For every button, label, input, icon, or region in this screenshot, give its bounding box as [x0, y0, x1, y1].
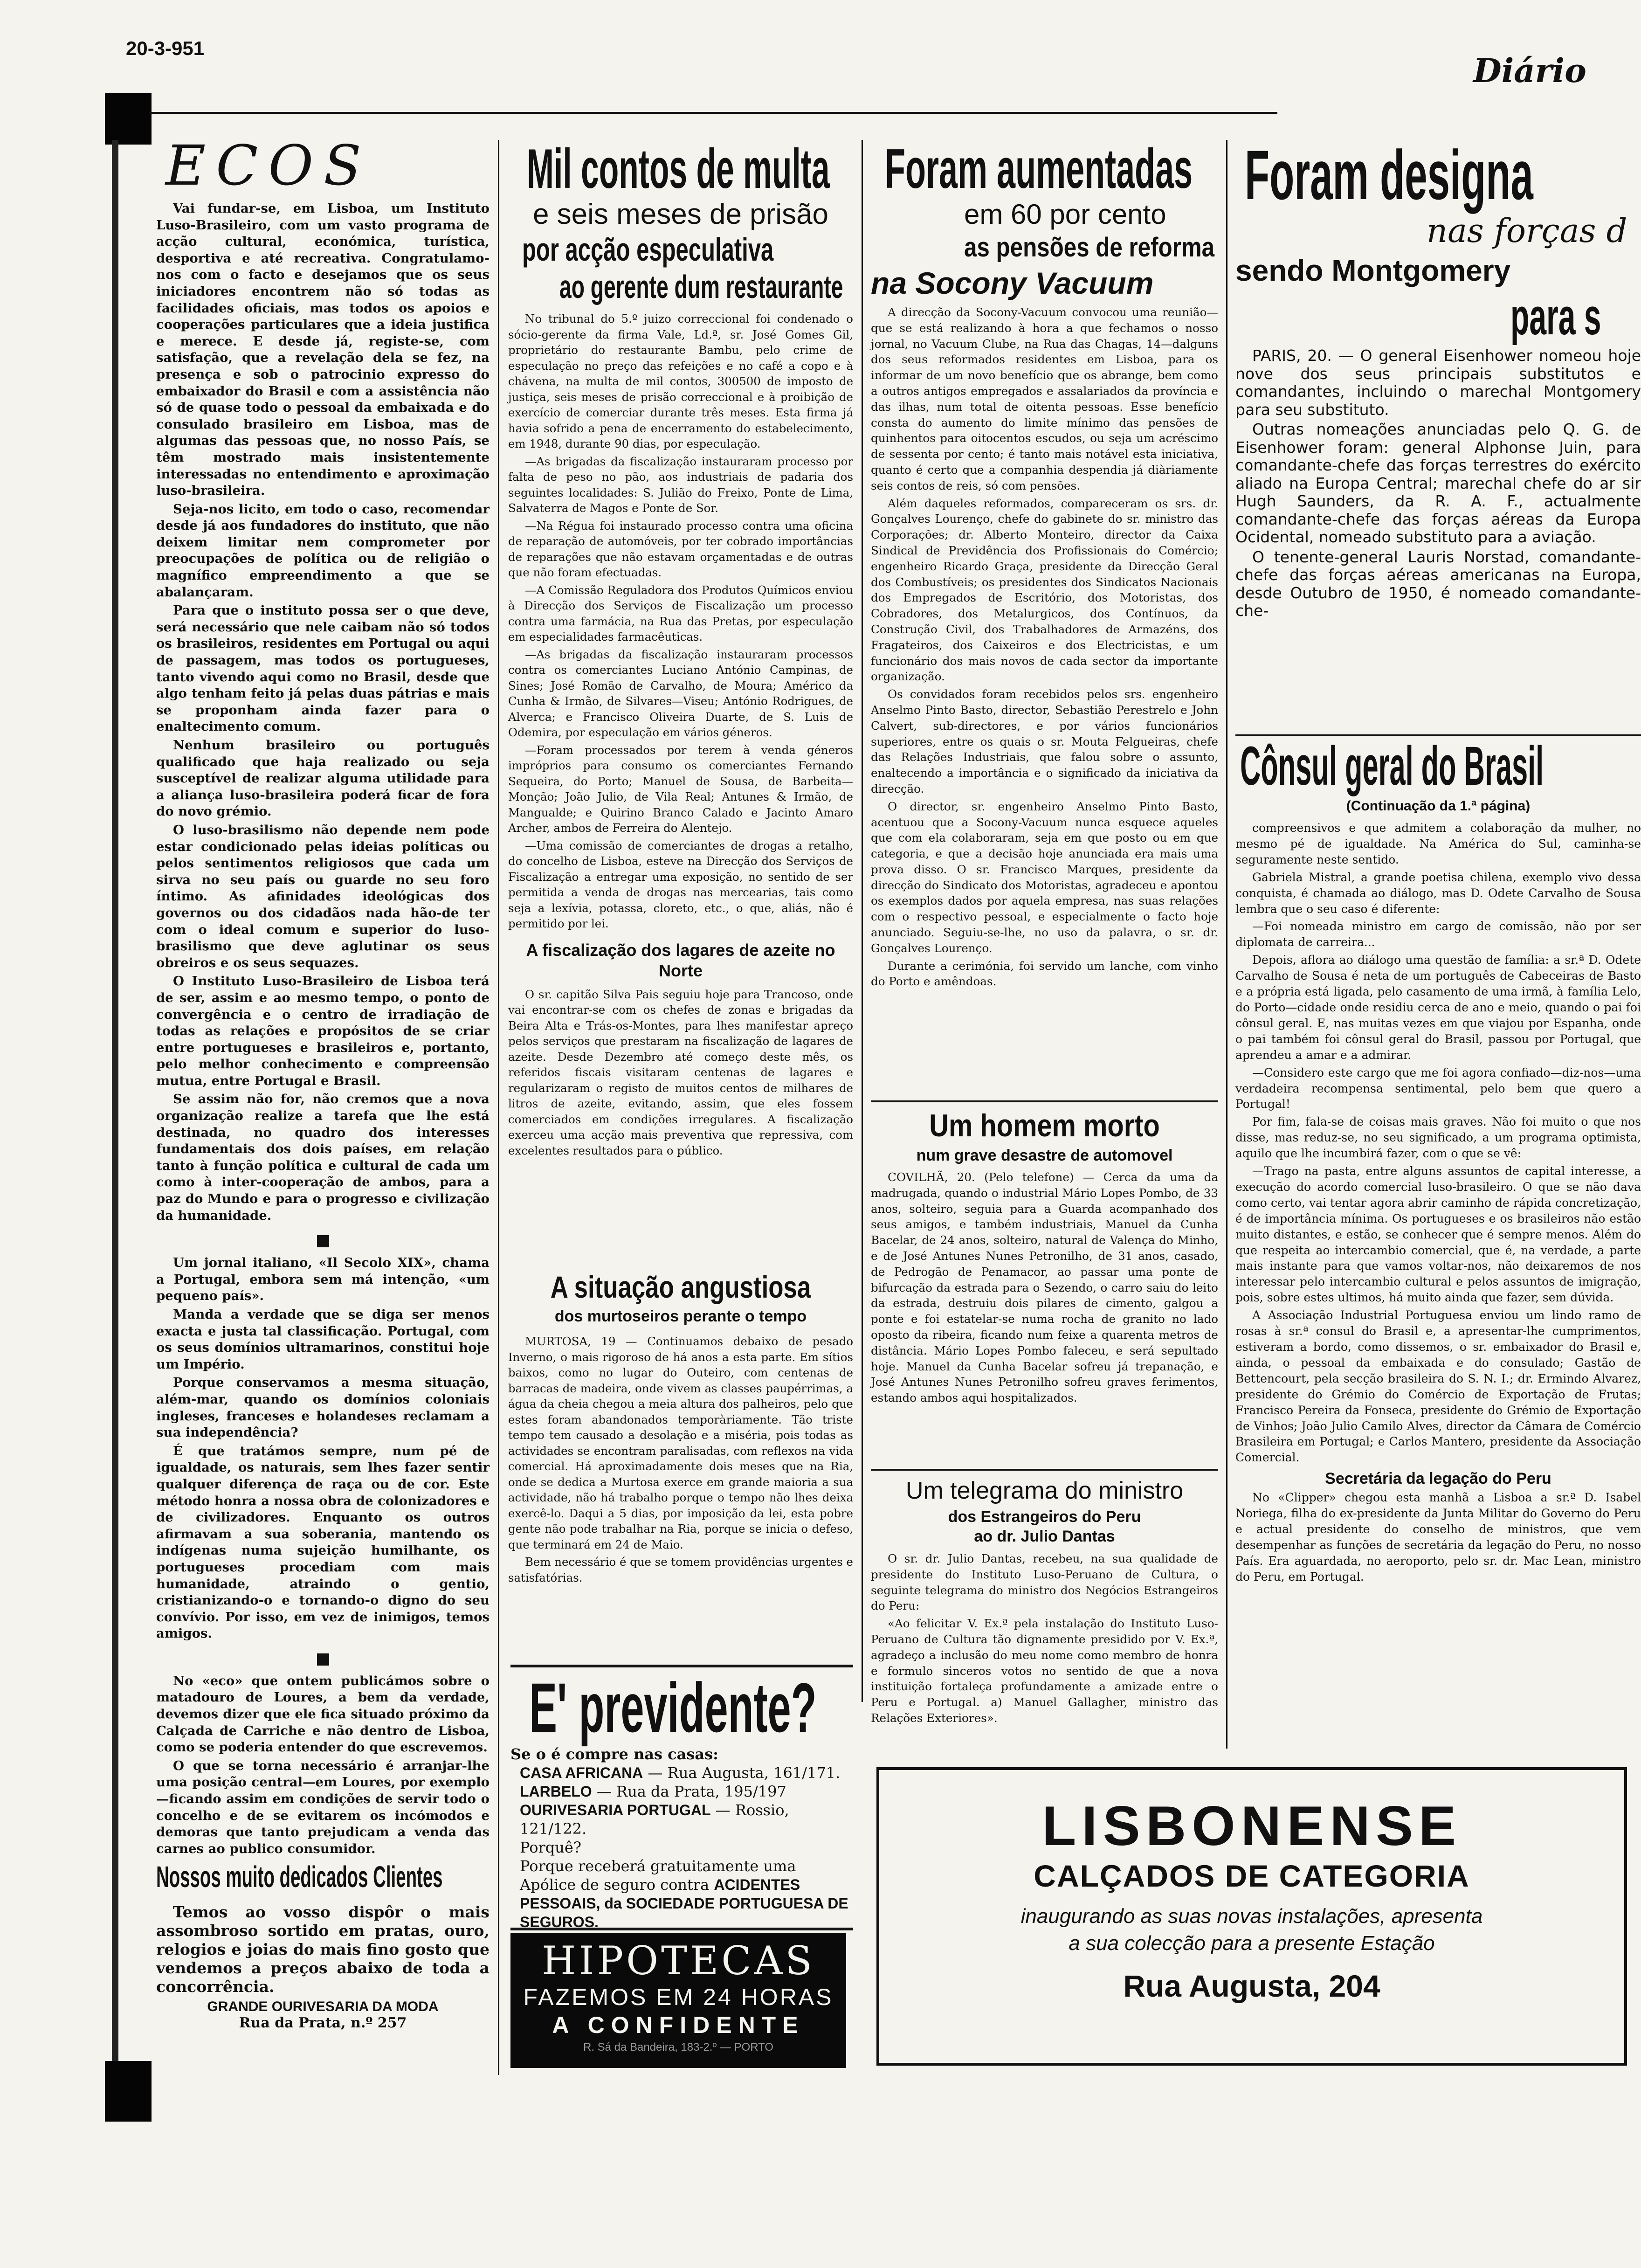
section-separator [317, 1653, 329, 1666]
previdente-shop [520, 1782, 853, 1801]
multa-article [508, 140, 853, 1259]
lisbonense-title: LISBONENSE [1041, 1795, 1462, 1857]
ecos-paragraph: Vai fundar-se, em Lisboa, um Instituto Luso-Brasileiro, com um vasto programa de acção cultural, económica, turística, desportiva e até recreativa. Congratulamo-nos com o facto e desejamos que os seus iniciadores encontrem não só todas as facilidades oficiais, mas todos os apoios e cooperações particulares que a ideia justifica e merece. E desde já, registe-se, com satisfação, que a revelação dela se fez, na presença e sob o patrocinio expresso do embaixador do Brasil e com a assistência não só de quase todo o pessoal da embaixada e do consulado brasileiro em Lisboa, mas de algumas das pessoas que, no nosso País, se têm mostrado mais insistentemente interessadas no entendimento e aproximação luso-brasileira. [156, 201, 490, 498]
ecos-paragraph: Manda a verdade que se diga ser menos exacta e justa tal classificação. Portugal, com os seus domínios ultramarinos, constitui hoje um Império. [156, 1307, 490, 1372]
nossos-signature: GRANDE OURIVESARIA DA MODA [207, 1999, 439, 2014]
previdente-shop-address: — Rua Augusta, 161/171. [643, 1764, 841, 1782]
multa-paragraph: —As brigadas da fiscalização instauraram processos contra os comerciantes Luciano António Campinas, de Sines; José Romão de Carvalho, de Moura; Américo da Cunha & Irmão, de Silvares—Viseu; António Rodrigues, de Alverca; e Francisco Oliveira Duarte, de S. Luis de Odemira, por especulação em vários géneros. [508, 647, 853, 739]
telegrama-quote: «Ao felicitar V. Ex.ª pela instalação do Instituto Luso-Peruano de Cultura tão dignamente presidido por V. Ex.ª, agradeço a inclusão do meu nome como membro de honra e formulo sinceros votos no sentido de que a nova instituição fortaleça profundamente a amizade entre o Peru e Portugal. a) Manuel Gallagher, ministro das Relações Exteriores». [871, 1617, 1218, 1725]
previdente-question: Porquê? [520, 1839, 581, 1856]
previdente-intro: Se o é compre nas casas: [510, 1745, 718, 1763]
nossos-address: Rua da Prata, n.º 257 [239, 2015, 407, 2031]
pensoes-title-line2: em 60 por cento [964, 199, 1166, 230]
multa-paragraph: —A Comissão Reguladora dos Produtos Químicos enviou à Direcção dos Serviços de Fiscalização um processo contra uma farmácia, na Rua das Pretas, por especulação em especialidades farmacêuticas. [508, 583, 853, 643]
consul-paragraph: A Associação Industrial Portuguesa enviou um lindo ramo de rosas à sr.ª consul do Brasil e, a apresentar-lhe cumprimentos, estiveram a bordo, como dissemos, o sr. embaixador do Brasil e, ainda, o pessoal da embaixada e do consulado; Gastão de Bettencourt, pela secção brasileira do S. N. I.; dr. Ermindo Alvarez, presidente do Grémio do Comércio de Exportação de Frutas; Francisco Pereira da Fonseca, presidente do Grémio de Exportação de Vinhos; João Julio Camilo Alves, director da Câmara de Comércio Brasileira em Portugal; e Carlos Mantero, presidente da Associação Comercial. [1235, 1308, 1641, 1465]
consul-paragraph: Gabriela Mistral, a grande poetisa chilena, exemplo vivo dessa conquista, é chamada ao diálogo, mas D. Odete Carvalho de Sousa lembra que o seu caso é diferente: [1235, 870, 1641, 916]
multa-paragraph: No tribunal do 5.º juizo correccional foi condenado o sócio-gerente da firma Vale, Ld.ª, sr. José Gomes Gil, proprietário do restaurante Bambu, pelo crime de especulação no preço das refeições e no café a copo e à chávena, na multa de mil contos, 300500 de imposto de justiça, seis meses de prisão correccional e à proibição de exercício de comerciar durante três meses. Esta firma já havia sofrido a pena de encerramento do estabelecimento, em 1948, durante 90 dias, por especulação. [508, 312, 853, 450]
telegrama-title: Um telegrama do ministro [905, 1477, 1184, 1504]
fiscalizacao-subheading: A fiscalização dos lagares de azeite no Norte [526, 940, 835, 980]
ecos-paragraph: Para que o instituto possa ser o que deve, será necessário que nele caibam não só todos os brasileiros, residentes em Portugal ou aqui de passagem, mas todos os portugueses, tanto vivendo aqui como no Brasil, desde que algo tenham feito já pelas duas pátrias e mais se proponham ainda fazer para o enaltecimento comum. [156, 603, 490, 734]
ecos-paragraph: Um jornal italiano, «Il Secolo XIX», chama a Portugal, embora sem má intenção, «um pequeno país». [156, 1255, 490, 1304]
lisbonense-address: Rua Augusta, 204 [1123, 1969, 1380, 2003]
multa-title-line4: ao gerente dum restaurante [559, 269, 843, 305]
ecos-section [156, 133, 490, 1856]
previdente-shop-address: — Rossio, 121/122. [520, 1801, 789, 1838]
ecos-paragraph: No «eco» que ontem publicámos sobre o matadouro de Loures, a bem da verdade, devemos dizer que ele fica situado próximo da Calçada de Carriche e não dentro de Lisboa, como se poderia entender do que escrevemos. [156, 1673, 490, 1755]
fiscalizacao-text: O sr. capitão Silva Pais seguiu hoje para Trancoso, onde vai encontrar-se com os chefes de zonas e brigadas da Beira Alta e Trás-os-Montes, para lhes manifestar apreço pelos serviços que prestaram na fiscalização de lagares de azeite. Desde Dezembro até começo deste mês, os referidos fiscais visitaram centenas de lagares e regularizaram o registo de muitos centos de milhares de litros de azeite, evitando, assim, que eles fossem comerciados em condições irregulares. A fiscalização exerceu uma acção mais preventiva que repressiva, com excelentes resultados para o público. [508, 987, 853, 1157]
consul-paragraph: Por fim, fala-se de coisas mais graves. Não foi muito o que nos disse, mas reduz-se, no seu significado, a um programa optimista, aquilo que lhe incumbirá fazer, com o que se vê: [1235, 1115, 1641, 1161]
situacao-paragraph: Bem necessário é que se tomem providências urgentes e satisfatórias. [508, 1555, 853, 1584]
hipotecas-ad [510, 1933, 846, 2068]
newspaper-masthead: Diário [1473, 51, 1586, 90]
previdente-shop [520, 1801, 853, 1838]
hipotecas-address: R. Sá da Bandeira, 183-2.º — PORTO [583, 2041, 774, 2054]
previdente-title: E' previdente? [529, 1668, 817, 1747]
pensoes-paragraph: A direcção da Socony-Vacuum convocou uma reunião—que se está realizando à hora a que fechamos o nosso jornal, no Vacuum Clube, na Rua das Chagas, 14—dalguns dos seus reformados residentes em Lisboa, para os informar de um novo benefício que os abrange, bem como a outros antigos empregados e assalariados da província e das ilhas, num total de oitenta pessoas. Esse benefício consta do aumento do limite mínimo das pensões de quinhentos para oitocentos escudos, ou seja um acréscimo de sessenta por cento; é tanto mais notável esta iniciativa, quanto é certo que a companhia despendia já diàriamente seis contos de reis, só com pensões. [871, 305, 1218, 492]
homem-subtitle: num grave desastre de automovel [916, 1147, 1173, 1164]
foram-title-line3: sendo Montgomery [1235, 254, 1511, 287]
pensoes-paragraph: O director, sr. engenheiro Anselmo Pinto Basto, acentuou que a Socony-Vacuum nunca esquece aqueles que com ela colaboraram, seja em que posto ou em que categoria, e que a decisão hoje anunciada era mais uma prova disso. O sr. Francisco Marques, presidente da direcção do Sindicato dos Motoristas, agradeceu e apontou os exemplos dados por aquela empresa, nas suas relações com o respectivo pessoal, e especialmente o facto hoje anunciado. Seguiu-se-lhe, no uso da palavra, o sr. dr. Gonçalves Lourenço. [871, 799, 1218, 955]
column-rule-2 [862, 140, 863, 1702]
pensoes-title-line3: as pensões de reforma [964, 232, 1215, 263]
column-rule-1 [498, 140, 499, 2075]
previdente-text-bold: ACIDENTES PESSOAIS, da SOCIEDADE PORTUGUESA DE SEGUROS. [520, 1876, 848, 1930]
lisbonense-line1: inaugurando as suas novas instalações, apresenta [1020, 1905, 1483, 1928]
homem-title: Um homem morto [929, 1108, 1160, 1143]
ecos-paragraph: Seja-nos licito, em todo o caso, recomendar desde já aos fundadores do instituto, que não deixem limitar nem comprometer por preocupações de política ou de religião o magnífico empreendimento a que se abalançaram. [156, 501, 490, 600]
column-rule-3 [1226, 140, 1227, 1749]
foram-article [1235, 136, 1641, 732]
multa-paragraph: —Na Régua foi instaurado processo contra uma oficina de reparação de automóveis, por ter cobrado importâncias de reparações que não estavam orçamentadas e de outras que não foram efectuadas. [508, 519, 853, 579]
pensoes-paragraph: Durante a cerimónia, foi servido um lanche, com vinho do Porto e amêndoas. [871, 959, 1218, 989]
pensoes-title: Foram aumentadas [885, 138, 1193, 200]
pensoes-paragraph: Os convidados foram recebidos pelos srs. engenheiro Anselmo Pinto Basto, director, Sebastião Perestrelo e John Calvert, sub-directores, e por vários funcionários superiores, entre os quais o sr. Mouta Felgueiras, chefe das Relações Industriais, que falou sobre o assunto, enaltecendo a importância e o significado da iniciativa da direcção. [871, 687, 1218, 795]
ecos-title: ECOS [165, 133, 372, 198]
secretaria-text: No «Clipper» chegou esta manhã a Lisboa a sr.ª D. Isabel Noriega, filha do ex-presidente da Junta Militar do Governo do Peru e actual presidente do conselho de ministros, que vem desempenhar as funções de secretária da legação do Peru, no nosso País. Era aguardada, no aeroporto, pelo sr. dr. Mac Lean, ministro do Peru, em Portugal. [1235, 1491, 1641, 1583]
previdente-shop-name: OURIVESARIA PORTUGAL [520, 1802, 711, 1819]
telegrama-text: O sr. dr. Julio Dantas, recebeu, na sua qualidade de presidente do Instituto Luso-Peruano de Cultura, o seguinte telegrama do ministro dos Negócios Estrangeiros do Peru: [871, 1552, 1218, 1613]
foram-title-line4: para s [1510, 288, 1601, 346]
homem-text: COVILHÃ, 20. (Pelo telefone) — Cerca da uma da madrugada, quando o industrial Mário Lopes Pombo, de 33 anos, solteiro, seguia para a Guarda acompanhado dos seus amigos, e também industriais, Manuel da Cunha Bacelar, de 24 anos, solteiro, natural de Valença do Minho, e de José Antunes Nunes Petronilho, de 31 anos, casado, de Pedrogão de Penamacor, ao passar uma ponte de bifurcação da estrada para o Sezendo, o carro saiu do leito da estrada, destruiu dois pilares de cimento, galgou a ponte e foi estatelar-se numa rocha de granito no lado oposto da ribeira, ficando num feixe a quarenta metros de distância. Mário Lopes Pombo faleceu, e será sepultado hoje. Manuel da Cunha Bacelar sofreu já trepanação, e José Antunes Nunes Petronilho sofreu graves ferimentos, estando ambos aqui hospitalizados. [871, 1170, 1218, 1405]
previdente-shop-address: — Rua da Prata, 195/197 [592, 1783, 786, 1800]
lisbonense-subtitle: CALÇADOS DE CATEGORIA [1034, 1859, 1470, 1893]
previdente-shop-name: LARBELO [520, 1783, 592, 1800]
consul-subtitle: (Continuação da 1.ª página) [1346, 798, 1531, 814]
corner-block-bottom [105, 2061, 152, 2122]
situacao-subtitle: dos murtoseiros perante o tempo [554, 1307, 807, 1325]
multa-paragraph: —As brigadas da fiscalização instauraram processo por falta de peso no pão, aos industriais de padaria dos seguintes localidades: S. Julião do Freixo, Ponte de Lima, Salvaterra de Magos e Ponte de Sor. [508, 454, 853, 515]
consul-paragraph: —Considero este cargo que me foi agora confiado—diz-nos—uma verdadeira recompensa sentimental, pelo bem que quero a Portugal! [1235, 1065, 1641, 1111]
hipotecas-title: HIPOTECAS [542, 1938, 815, 1984]
secretaria-subheading: Secretária da legação do Peru [1325, 1470, 1551, 1488]
situacao-title: A situação angustiosa [550, 1270, 811, 1304]
hipotecas-line2: FAZEMOS EM 24 HORAS [523, 1984, 834, 2010]
homem-article [871, 1100, 1218, 1473]
ecos-paragraph: Porque conservamos a mesma situação, além-mar, quando os domínios coloniais ingleses, franceses e holandeses reclamam a sua independência? [156, 1375, 490, 1440]
pensoes-article [871, 140, 1218, 1100]
telegrama-subtitle-2: ao dr. Julio Dantas [974, 1528, 1115, 1545]
corner-block-top [105, 93, 152, 145]
situacao-paragraph: MURTOSA, 19 — Continuamos debaixo de pesado Inverno, o mais rigoroso de há anos a esta parte. Em sítios baixos, como no lugar do Outeiro, com centenas de barracas de madeira, onde vivem as classes paupérrimas, a água da cheia chegou a meia altura dos palheiros, pelo que estes foram abandonados temporàriamente. Tão triste tempo tem causado a desolação e a miséria, pois todas as actividades se encontram paralisadas, com reflexos na vida comercial. Há aproximadamente dois meses que na Ria, onde se dedica a Murtosa exerce em grande maioria a sua actividade, não há trabalho porque o tempo não lhes deixa exercê-lo. Daqui a 5 dias, por imposição da lei, esta pobre gente não pode trabalhar na Ria, porque se inicia o defeso, que terminará em 24 de Maio. [508, 1335, 853, 1551]
nossos-ad [156, 1853, 490, 2068]
consul-paragraph: Depois, aflora ao diálogo uma questão de família: a sr.ª D. Odete Carvalho de Sousa é neta de um português de Cabeceiras de Basto e a própria está ligada, pelo casamento de uma irmã, à família Lelo, do Porto—cidade onde residiu cerca de ano e meio, quando o pai foi cônsul geral. E, nas muitas vezes em que viajou por Espanha, onde o pai também foi cônsul geral do Brasil, passou por Portugal, que aprendeu a amar e a admirar. [1235, 953, 1641, 1062]
nossos-text: Temos ao vosso dispôr o mais assombroso sortido em pratas, ouro, relogios e joias do mais fino gosto que vendemos a preços abaixo de toda a concorrência. [156, 1903, 490, 1996]
consul-title: Cônsul geral do Brasil [1240, 735, 1544, 797]
lisbonense-ad [876, 1767, 1627, 2066]
ecos-paragraph: Nenhum brasileiro ou português qualificado que haja realizado ou seja susceptível de realizar alguma utilidade para a aliança luso-brasileira poderá ficar de fora do novo grémio. [156, 738, 490, 819]
previdente-shop [520, 1763, 853, 1782]
multa-paragraph: —Foram processados por terem à venda géneros impróprios para consumo os comerciantes Fernando Sequeira, do Porto; Manuel de Sousa, de Barbeita—Monção; João Julio, de Vila Real; Antunes & Irmão, de Mangualde; e Quirino Branco Calado e Jacinto Amaro Archer, ambos de Ferreira do Alentejo. [508, 743, 853, 835]
foram-title: Foram designa [1245, 136, 1533, 214]
nossos-title: Nossos muito dedicados Clientes [156, 1860, 443, 1894]
section-separator [317, 1235, 329, 1247]
lisbonense-line2: a sua colecção para a presente Estação [1069, 1932, 1435, 1955]
telegrama-article [871, 1469, 1218, 1758]
ecos-paragraph: O luso-brasilismo não depende nem pode estar condicionado pelas ideias políticas ou pelos sentimentos religiosos que cada um sirva no seu país ou guarde no seu foro íntimo. As afinidades ideológicas dos governos ou dos cidadãos nada hão-de ter com o ideal comum e superior do luso-brasilismo que deve aglutinar os seus obreiros e os seus sequazes. [156, 822, 490, 970]
foram-paragraph: O tenente-general Lauris Norstad, comandante-chefe das forças aéreas americanas na Europa, desde Outubro de 1950, é nomeado comandante-che- [1235, 547, 1641, 620]
foram-paragraph: Outras nomeações anunciadas pelo Q. G. de Eisenhower foram: general Alphonse Juin, para comandante-chefe das forças terrestres do exército aliado na Europa Central; marechal chefe do ar sir Hugh Saunders, da R. A. F., actualmente comandante-chefe das forças aéreas da Europa Ocidental, nomeado substituto para a aviação. [1235, 420, 1641, 546]
hipotecas-line3: A CONFIDENTE [552, 2012, 805, 2038]
ecos-paragraph: É que tratámos sempre, num pé de igualdade, os naturais, sem lhes fazer sentir qualquer diferença de raça ou de cor. Este método honra a nossa obra de colonizadores e de civilizadores. Enquanto os outros afirmavam a sua soberania, mantendo os indígenas numa sujeição humilhante, os portugueses procediam com mais humanidade, atraindo o gentio, cristianizando-o e tornando-o digno do seu convívio. Por isso, em vez de inimigos, temos amigos. [156, 1443, 490, 1641]
page-date: 20-3-951 [126, 37, 205, 59]
situacao-article [508, 1268, 853, 1637]
left-margin-rule [112, 140, 118, 2075]
previdente-shop-name: CASA AFRICANA [520, 1764, 643, 1781]
ecos-paragraph: O Instituto Luso-Brasileiro de Lisboa terá de ser, assim e ao mesmo tempo, o ponto de convergência e o centro de irradiação de todas as relações e propósitos de se criar entre portugueses e brasileiros e, portanto, pelo melhor conhecimento e compreensão mutua, entre Portugal e Brasil. [156, 974, 490, 1088]
ecos-paragraph: Se assim não for, não cremos que a nova organização realize a tarefa que lhe está destinada, no quadro dos interesses fundamentais dos dois países, em relação tanto à função política e cultural de cada um como à inter-cooperação de ambos, para a paz do Mundo e para o progresso e civilização da humanidade. [156, 1092, 490, 1223]
multa-title-line3: por acção especulativa [522, 231, 774, 268]
previdente-ad [510, 1665, 853, 1930]
consul-paragraph: compreensivos e que admitem a colaboração da mulher, no mesmo pé de igualdade. Na América do Sul, caminha-se seguramente neste sentido. [1235, 821, 1641, 866]
pensoes-paragraph: Além daqueles reformados, compareceram os srs. dr. Gonçalves Lourenço, chefe do gabinete do sr. ministro das Corporações; dr. Alberto Monteiro, director da Caixa Sindical de Previdência dos Profissionais do Comércio; engenheiro Ricardo Graça, presidente da Direcção Geral dos Combustíveis; os presidentes dos Sindicatos Nacionais dos Empregados de Escritório, dos Motoristas, dos Cobradores, dos Metalurgicos, dos Contínuos, da Construção Civil, dos Trabalhadores de Armazéns, dos Fragateiros, dos Caixeiros e dos Electricistas, e um funcionário dos mais novos de cada sector da importante organização. [871, 496, 1218, 684]
multa-title: Mil contos de multa [527, 138, 830, 200]
consul-paragraph: —Trago na pasta, entre alguns assuntos de capital interesse, a execução do acordo comercial luso-brasileiro. O que se não dava como certo, vai tentar agora abrir caminho de rápida concretização, é de importância mínima. Os portugueses e os brasileiros não estão muito distantes, e estão, se conhecer que é sempre menos. Além do que respeita ao intercambio comercial, que é, na verdade, a parte mais instante para que vamos voltar-nos, não deixaremos de nos interessar pelo intercambio cultural e pelos assuntos de imigração, pois, sobre estes ultimos, há muito ainda que fazer, sem dúvida. [1235, 1164, 1641, 1305]
consul-paragraph: —Foi nomeada ministro em cargo de comissão, não por ser diplomata de carreira... [1235, 920, 1641, 949]
consul-article [1235, 734, 1641, 1723]
foram-title-line2: nas forças d [1427, 212, 1627, 250]
multa-paragraph: —Uma comissão de comerciantes de drogas a retalho, do concelho de Lisboa, esteve na Direcção dos Serviços de Fiscalização a entregar uma exposição, no sentido de ser permitida a venda de drogas nas mercearias, tais como seja a lexívia, potassa, cloreto, etc., o que, aliás, não é permitido por lei. [508, 838, 853, 930]
foram-paragraph: PARIS, 20. — O general Eisenhower nomeou hoje nove dos seus principais substitutos e comandantes, incluindo o marechal Montgomery para seu substituto. [1235, 346, 1641, 419]
top-rule [149, 112, 1277, 114]
ecos-paragraph: O que se torna necessário é arranjar-lhe uma posição central—em Loures, por exemplo—ficando assim em condições de servir todo o concelho e de se evitarem os incómodos e demoras que tanto prejudicam a venda das carnes ao publico consumidor. [156, 1758, 490, 1856]
previdente-text: Porque receberá gratuitamente uma Apólice de seguro contra [520, 1857, 796, 1894]
telegrama-subtitle-1: dos Estrangeiros do Peru [948, 1508, 1141, 1526]
pensoes-title-line4: na Socony Vacuum [871, 266, 1154, 300]
multa-title-line2: e seis meses de prisão [532, 198, 829, 230]
